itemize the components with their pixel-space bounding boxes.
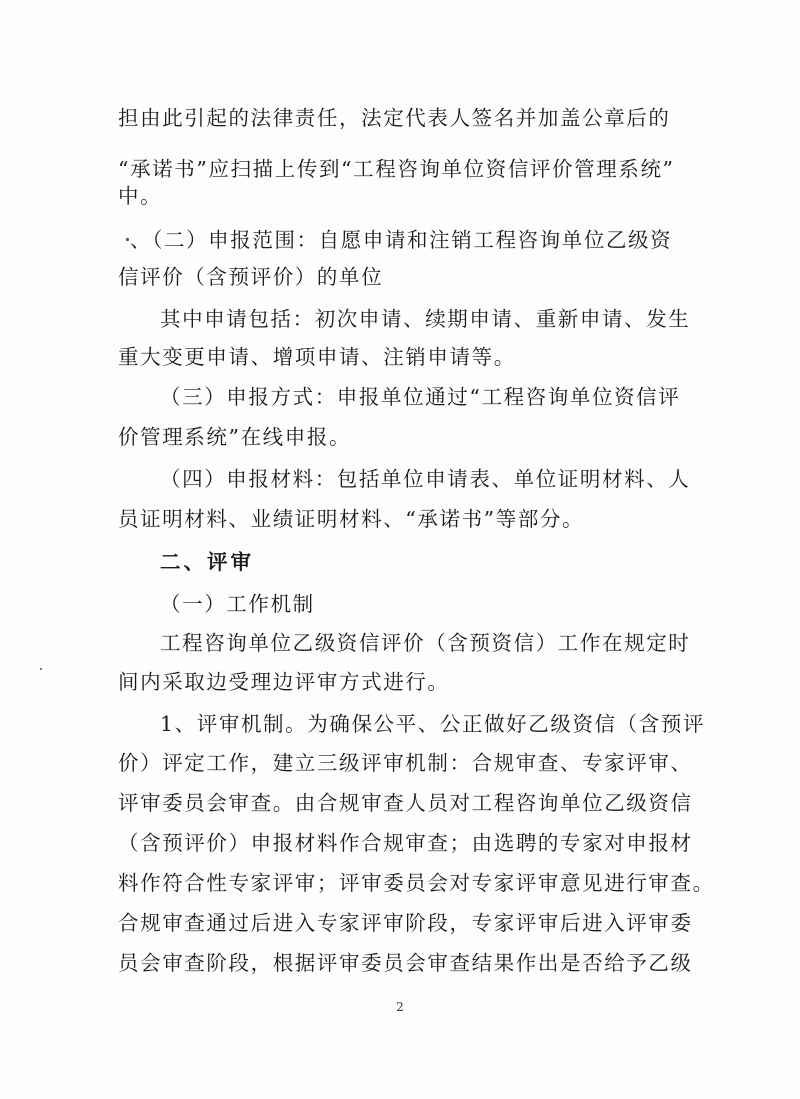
text-line-7: 重大变更申请、增项申请、注销申请等。 [118,345,516,369]
text-line-16: 1、评审机制。为确保公平、公正做好乙级资信（含预评 [160,712,706,736]
text-line-13: （一）工作机制 [160,592,315,616]
text-line-14: 工程咨询单位乙级资信评价（含预资信）工作在规定时 [160,631,691,655]
page-number: 2 [396,1000,404,1014]
text-line-4: 、（二）申报范围：自愿申请和注销工程咨询单位乙级资 [130,228,673,252]
text-line-10: （四）申报材料：包括单位申请表、单位证明材料、人 [160,467,691,491]
text-line-11: 员证明材料、业绩证明材料、“承诺书”等部分。 [118,507,585,531]
text-line-6: 其中申请包括：初次申请、续期申请、重新申请、发生 [160,307,691,331]
text-line-15: 间内采取边受理边评审方式进行。 [118,670,450,694]
text-line-9: 价管理系统”在线申报。 [118,425,352,449]
text-line-2: “承诺书”应扫描上传到“工程咨询单位资信评价管理系统” [118,157,675,181]
text-line-21: 合规审查通过后进入专家评审阶段，专家评审后进入评审委 [118,911,693,935]
text-line-1: 担由此引起的法律责任，法定代表人签名并加盖公章后的 [118,106,671,130]
scan-speck [40,668,42,670]
text-line-22: 员会审查阶段，根据评审委员会审查结果作出是否给予乙级 [118,951,693,975]
text-line-17: 价）评定工作，建立三级评审机制：合规审查、专家评审、 [118,751,693,775]
text-line-3: 中。 [118,184,163,208]
text-line-20: 料作符合性专家评审；评审委员会对专家评审意见进行审查。 [118,871,715,895]
text-line-8: （三）申报方式：申报单位通过“工程咨询单位资信评 [160,385,681,409]
scan-speck [126,238,129,241]
section-heading-review: 二、评审 [160,550,254,574]
text-line-19: （含预评价）申报材料作合规审查；由选聘的专家对申报材 [118,831,693,855]
text-line-5: 信评价（含预评价）的单位 [118,265,384,289]
text-line-18: 评审委员会审查。由合规审查人员对工程咨询单位乙级资信 [118,791,693,815]
